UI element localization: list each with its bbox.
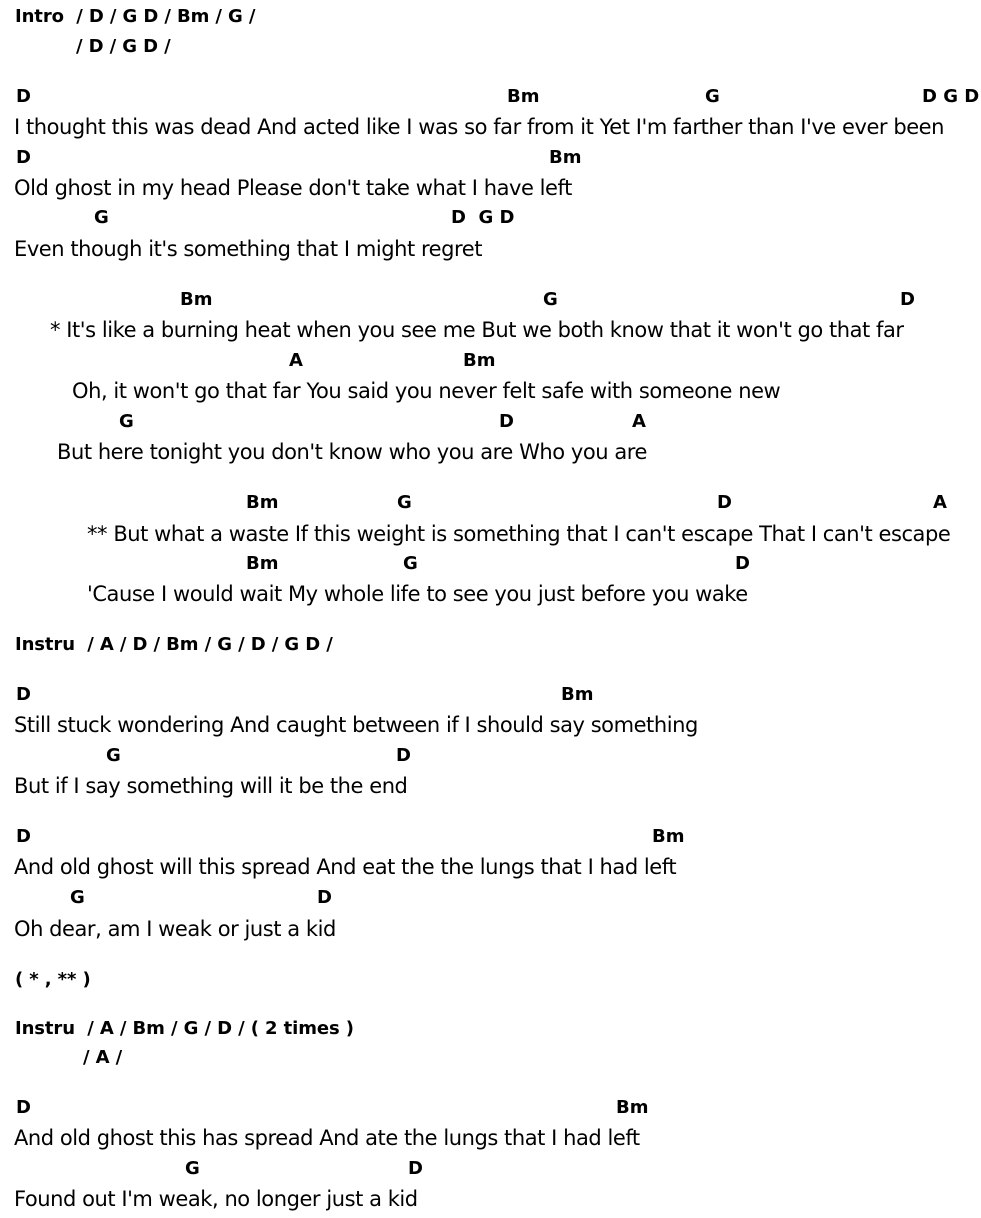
instrumental-line: Instru / A / Bm / G / D / ( 2 times )	[15, 1018, 354, 1039]
chord: D	[499, 411, 514, 432]
chord: D	[396, 745, 411, 766]
intro-line-2: / D / G D /	[76, 36, 171, 57]
chord: Bm	[246, 492, 279, 513]
lyric-line: Found out I'm weak, no longer just a kid	[14, 1187, 418, 1211]
lyric-line: But if I say something will it be the end	[14, 774, 408, 798]
chord: D	[735, 553, 750, 574]
chord: D	[717, 492, 732, 513]
repeat-note: ( * , ** )	[15, 969, 91, 990]
chord: A	[933, 492, 947, 513]
chord: Bm	[180, 289, 213, 310]
chord: G	[185, 1158, 200, 1179]
lyric-line: ** But what a waste If this weight is something that I can't escape That I can't escape	[87, 522, 951, 546]
intro-line-1: Intro / D / G D / Bm / G /	[15, 6, 256, 27]
chord: D	[16, 86, 31, 107]
chord: D	[408, 1158, 423, 1179]
chord: D	[16, 147, 31, 168]
lyric-line: But here tonight you don't know who you are Who you are	[57, 440, 647, 464]
chord: D	[16, 1097, 31, 1118]
chord: Bm	[549, 147, 582, 168]
chord: G	[397, 492, 412, 513]
chord: G	[705, 86, 720, 107]
chord: Bm	[561, 684, 594, 705]
lyric-line: And old ghost this has spread And ate the lungs that I had left	[14, 1126, 640, 1150]
lyric-line: Old ghost in my head Please don't take what I have left	[14, 176, 572, 200]
chord: D	[317, 887, 332, 908]
instrumental-line-2: / A /	[83, 1047, 123, 1068]
lyric-line: Oh dear, am I weak or just a kid	[14, 917, 336, 941]
chord: D	[16, 684, 31, 705]
chord: Bm	[652, 826, 685, 847]
chord: D G D	[922, 86, 980, 107]
instrumental-line: Instru / A / D / Bm / G / D / G D /	[15, 634, 333, 655]
lyric-line: I thought this was dead And acted like I was so far from it Yet I'm farther than I've ever been	[14, 115, 945, 139]
chord: G	[106, 745, 121, 766]
chord: D G D	[451, 207, 515, 228]
chord: G	[543, 289, 558, 310]
chord: Bm	[616, 1097, 649, 1118]
lyric-line: Even though it's something that I might regret	[14, 237, 483, 261]
chord: A	[632, 411, 646, 432]
chord: G	[403, 553, 418, 574]
lyric-line: 'Cause I would wait My whole life to see you just before you wake	[87, 582, 748, 606]
chord: D	[16, 826, 31, 847]
lyric-line: Oh, it won't go that far You said you never felt safe with someone new	[72, 379, 781, 403]
lyric-line: * It's like a burning heat when you see me But we both know that it won't go that far	[50, 318, 904, 342]
chord: D	[900, 289, 915, 310]
chord: G	[119, 411, 134, 432]
chord: G	[94, 207, 109, 228]
chord: Bm	[507, 86, 540, 107]
chord: A	[289, 350, 303, 371]
chord: G	[70, 887, 85, 908]
chord: Bm	[463, 350, 496, 371]
chord: Bm	[246, 553, 279, 574]
lyric-line: And old ghost will this spread And eat the the lungs that I had left	[14, 855, 677, 879]
lyric-line: Still stuck wondering And caught between if I should say something	[14, 713, 698, 737]
